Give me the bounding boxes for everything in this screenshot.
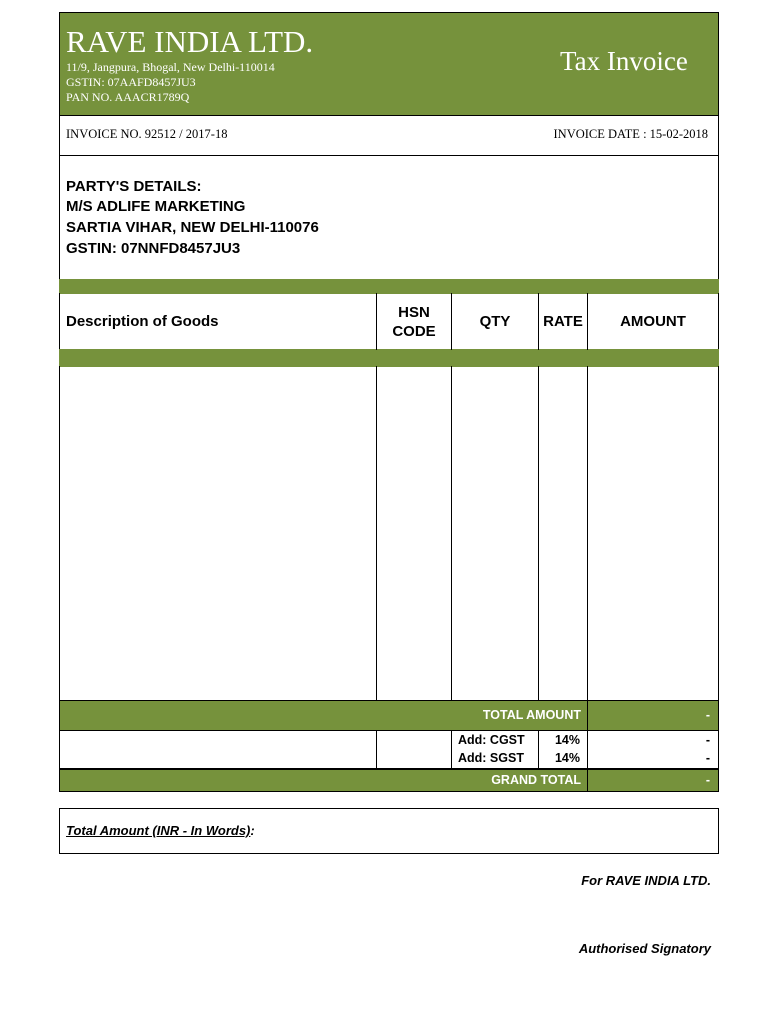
party-address: SARTIA VIHAR, NEW DELHI-110076 — [66, 219, 319, 236]
header-hsn-line2: CODE — [392, 323, 436, 340]
grand-total-label: GRAND TOTAL — [491, 773, 581, 787]
total-amount-row — [59, 700, 719, 731]
cgst-value: - — [705, 733, 710, 747]
table-body — [59, 366, 719, 701]
header-amount: AMOUNT — [620, 313, 686, 330]
party-gstin: GSTIN: 07NNFD8457JU3 — [66, 240, 241, 257]
column-divider — [587, 700, 588, 731]
document-title: Tax Invoice — [560, 46, 688, 76]
column-divider — [376, 730, 377, 769]
invoice-number: INVOICE NO. 92512 / 2017-18 — [66, 127, 228, 141]
party-heading: PARTY'S DETAILS: — [66, 178, 202, 195]
amount-in-words-text: Total Amount (INR - In Words) — [66, 823, 251, 838]
cgst-rate: 14% — [554, 733, 580, 747]
tax-rows — [59, 730, 719, 769]
column-divider — [376, 366, 377, 701]
amount-in-words-label — [66, 823, 255, 838]
total-amount-label: TOTAL AMOUNT — [482, 708, 581, 722]
for-company-label: For RAVE INDIA LTD. — [581, 873, 711, 888]
company-name: RAVE INDIA LTD. — [66, 24, 314, 59]
company-gstin: GSTIN: 07AAFD8457JU3 — [66, 75, 196, 89]
column-divider — [538, 730, 539, 769]
column-divider — [587, 768, 588, 792]
company-address: 11/9, Jangpura, Bhogal, New Delhi-110014 — [66, 60, 275, 74]
column-divider — [451, 730, 452, 769]
invoice-date: INVOICE DATE : 15-02-2018 — [553, 127, 708, 141]
header-description: Description of Goods — [66, 313, 219, 330]
party-name: M/S ADLIFE MARKETING — [66, 198, 246, 215]
column-divider — [587, 366, 588, 701]
party-details-section — [59, 155, 719, 280]
header-rate: RATE — [543, 313, 583, 330]
sgst-value: - — [705, 751, 710, 765]
sgst-rate: 14% — [554, 751, 580, 765]
table-top-band — [59, 279, 719, 294]
table-header-band — [59, 349, 719, 367]
header-qty: QTY — [479, 313, 511, 330]
header-hsn-line1: HSN — [398, 304, 430, 321]
authorised-signatory-label: Authorised Signatory — [578, 941, 711, 956]
cgst-label: Add: CGST — [458, 733, 525, 747]
grand-total-value: - — [705, 773, 710, 787]
column-divider — [538, 366, 539, 701]
sgst-label: Add: SGST — [458, 751, 524, 765]
amount-in-words-colon: : — [250, 823, 255, 838]
company-pan: PAN NO. AAACR1789Q — [66, 90, 190, 104]
column-divider — [451, 366, 452, 701]
column-divider — [587, 730, 588, 769]
total-amount-value: - — [705, 708, 710, 722]
grand-total-row — [59, 768, 719, 792]
